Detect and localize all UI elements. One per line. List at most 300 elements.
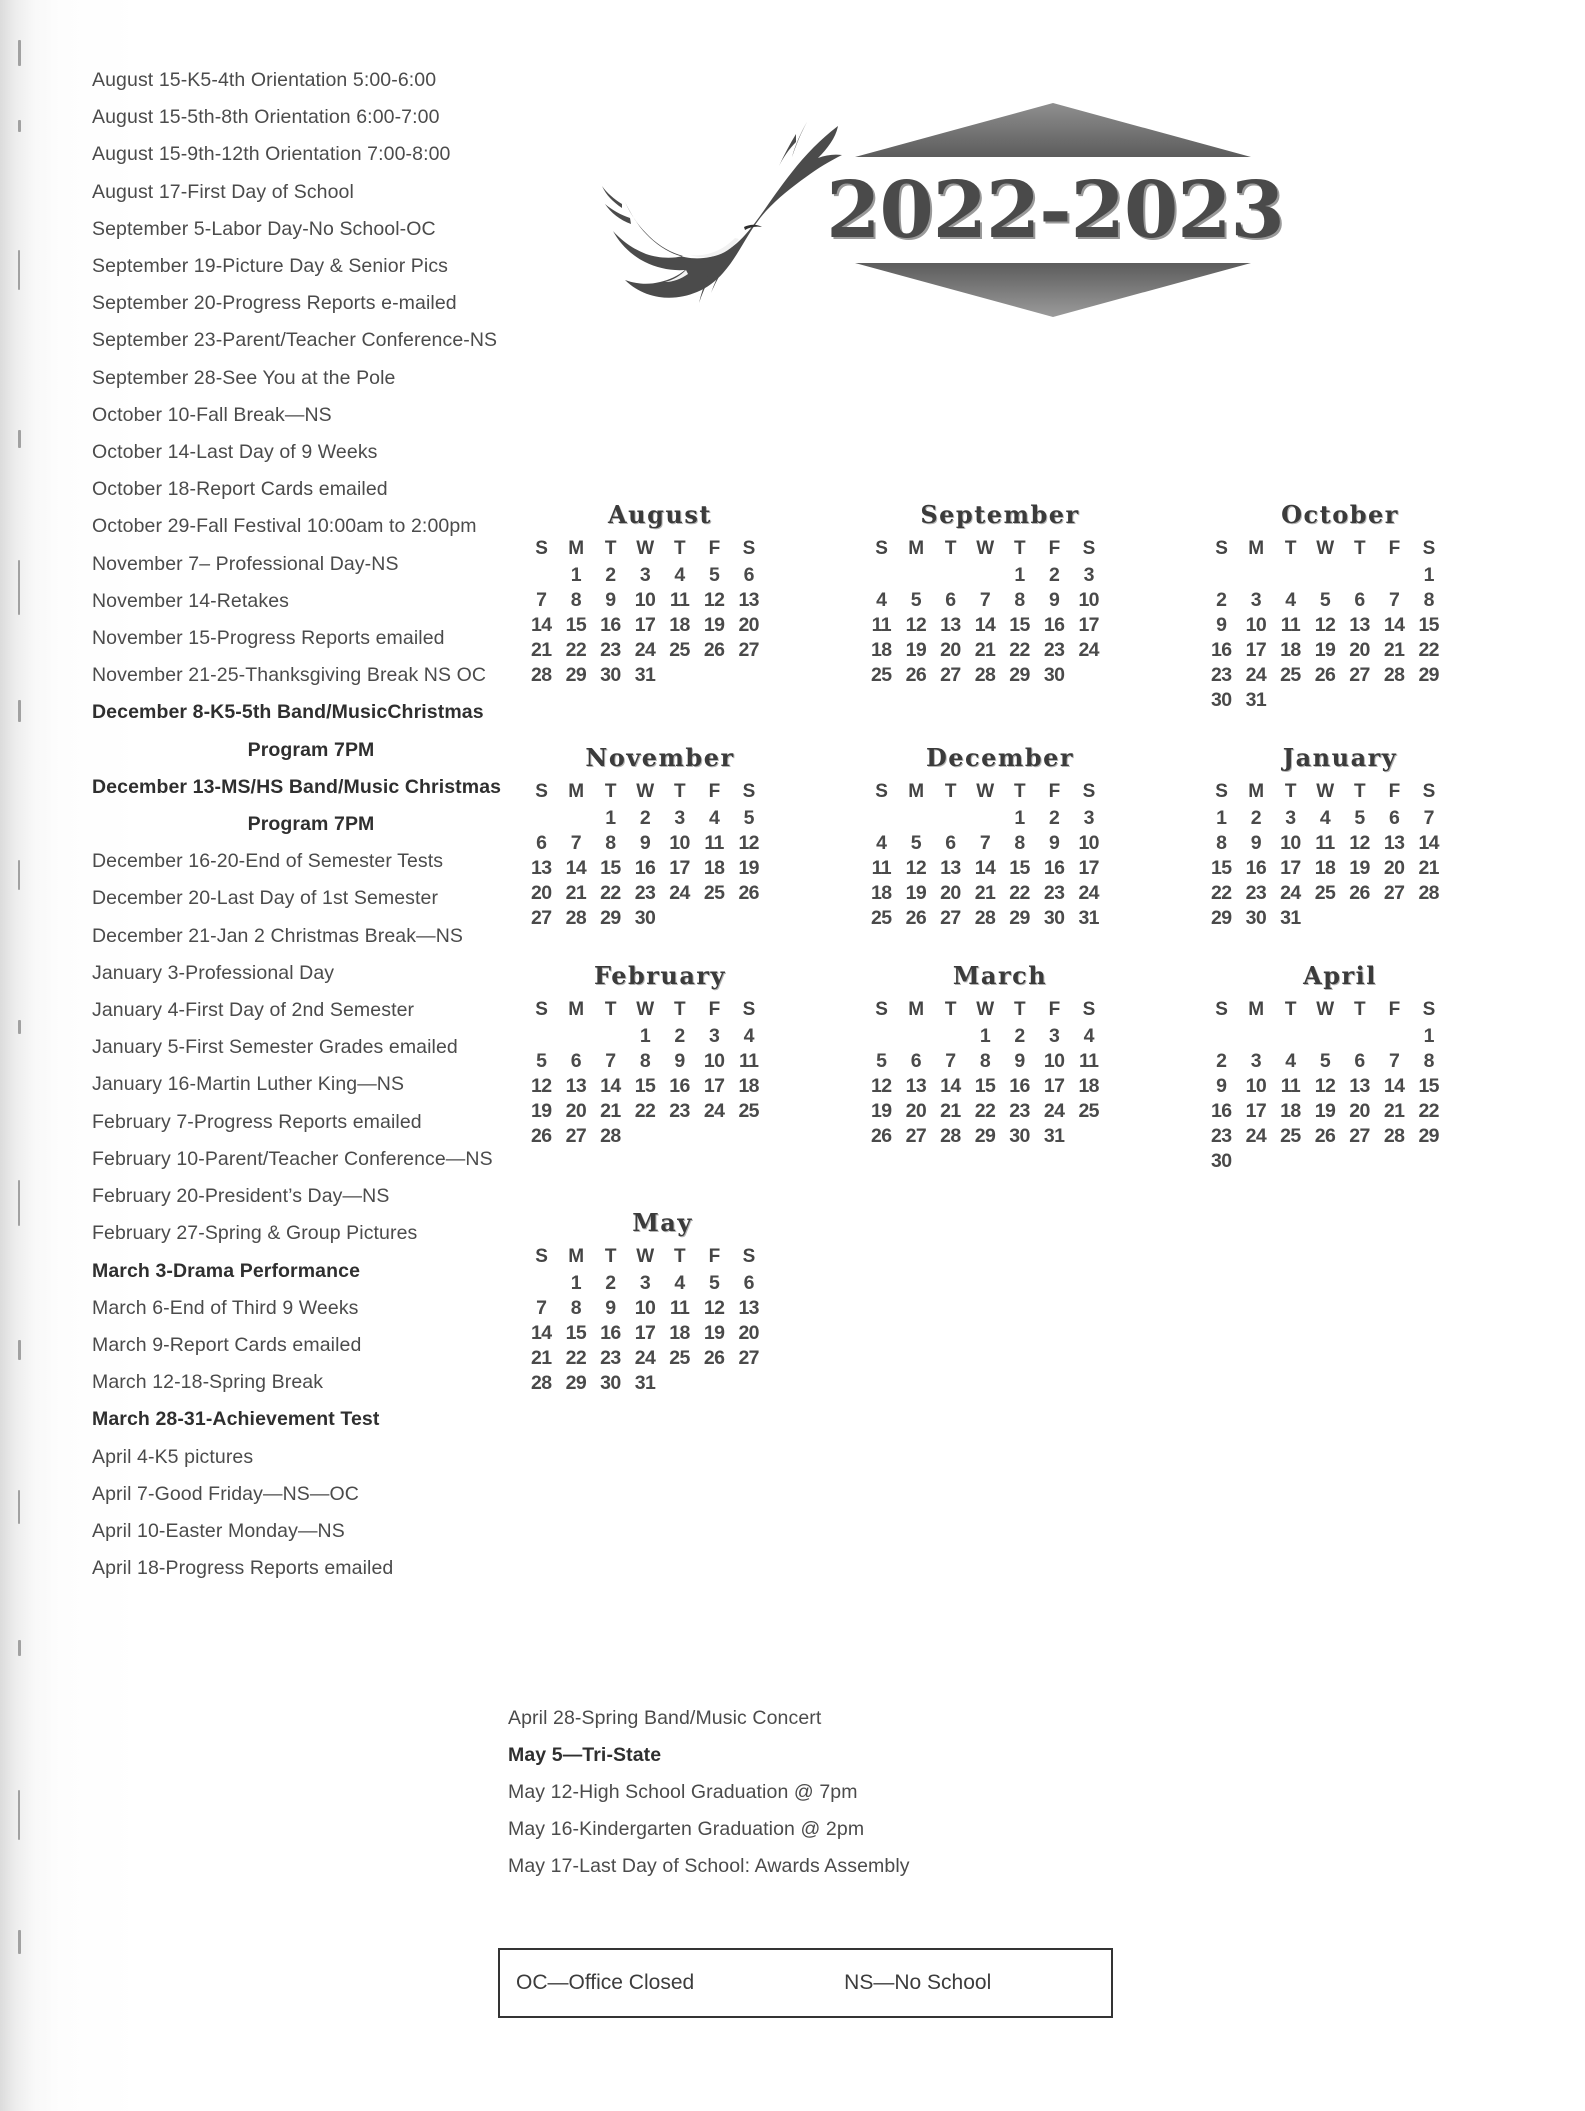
day-cell: 3	[1250, 1050, 1261, 1072]
day-cell: 30	[634, 907, 656, 929]
day-cell: 24	[1245, 1125, 1267, 1147]
day-cell: 24	[634, 1347, 656, 1369]
day-cell-empty	[662, 663, 697, 688]
weekday-label: T	[674, 999, 686, 1020]
weekday-label: S	[1422, 999, 1435, 1020]
day-cell: 4	[1319, 807, 1331, 829]
legend-oc: OC—Office Closed	[516, 1971, 695, 1994]
day-cell: 24	[703, 1100, 725, 1122]
day-cell: 22	[565, 1347, 587, 1369]
day-cell: 2	[1216, 1050, 1227, 1072]
day-cell: 10	[669, 832, 690, 854]
event-item: April 4-K5 pictures	[92, 1445, 254, 1468]
day-cell: 5	[708, 1272, 720, 1294]
day-cell-empty	[593, 1024, 628, 1049]
day-cell-empty	[968, 806, 1003, 831]
day-cell: 19	[738, 857, 759, 879]
weekday-label: S	[1422, 538, 1435, 559]
day-cell: 14	[974, 614, 996, 636]
day-cell: 27	[738, 1347, 759, 1369]
day-cell: 31	[1245, 689, 1267, 711]
weekday-label: T	[1014, 538, 1026, 559]
day-cell: 1	[605, 807, 616, 829]
day-cell-empty	[1411, 688, 1446, 713]
week-row	[864, 638, 1106, 663]
month-grid	[524, 996, 766, 1149]
day-cell: 19	[531, 1100, 552, 1122]
day-cell: 6	[570, 1050, 581, 1072]
event-item: April 7-Good Friday—NS—OC	[92, 1482, 359, 1505]
day-cell: 13	[738, 1297, 759, 1319]
day-cell: 15	[634, 1075, 656, 1097]
weekday-label: T	[604, 999, 616, 1020]
week-row	[864, 831, 1106, 856]
month-grid	[864, 778, 1106, 931]
event-item: December 21-Jan 2 Christmas Break—NS	[92, 924, 463, 947]
month-name: April	[1303, 961, 1377, 990]
day-cell: 31	[1280, 907, 1301, 929]
day-cell: 29	[565, 664, 587, 686]
day-cell: 23	[1009, 1100, 1030, 1122]
day-cell: 3	[1048, 1025, 1060, 1047]
month-name: November	[585, 743, 735, 772]
day-cell-empty	[1377, 688, 1412, 713]
day-cell: 29	[1418, 1125, 1439, 1147]
day-cell: 23	[1043, 882, 1065, 904]
day-cell: 1	[1423, 1025, 1434, 1047]
day-cell: 12	[871, 1075, 892, 1097]
day-cell: 21	[1383, 639, 1405, 661]
week-row	[1204, 831, 1446, 856]
day-cell-empty	[1308, 1149, 1343, 1174]
day-cell-empty	[697, 906, 732, 931]
day-cell: 26	[905, 664, 927, 686]
day-cell-empty	[1377, 1024, 1412, 1049]
day-cell: 8	[639, 1050, 651, 1072]
week-row	[864, 881, 1106, 906]
day-cell-empty	[662, 906, 697, 931]
week-row	[524, 831, 766, 856]
day-cell: 18	[669, 1322, 690, 1344]
event-item: March 6-End of Third 9 Weeks	[92, 1296, 359, 1319]
day-cell-empty	[1342, 1024, 1377, 1049]
day-cell: 30	[1211, 689, 1232, 711]
week-row	[864, 806, 1106, 831]
weekday-label: F	[1048, 538, 1060, 559]
day-cell: 23	[1211, 1125, 1232, 1147]
weekday-label: T	[1354, 538, 1366, 559]
day-cell: 10	[1078, 589, 1099, 611]
day-cell: 17	[1280, 857, 1301, 879]
day-cell: 6	[910, 1050, 921, 1072]
day-cell: 10	[634, 1297, 656, 1319]
day-cell: 20	[940, 639, 961, 661]
weekday-label: S	[1215, 781, 1228, 802]
day-cell: 5	[910, 832, 921, 854]
day-cell: 5	[536, 1050, 547, 1072]
day-cell: 10	[1078, 832, 1099, 854]
month-calendar-march	[860, 961, 1140, 1174]
day-cell: 31	[634, 664, 656, 686]
event-item: October 18-Report Cards emailed	[92, 478, 388, 501]
day-cell-empty	[1273, 1024, 1308, 1049]
weekday-label: S	[742, 1246, 755, 1267]
week-row	[1204, 638, 1446, 663]
week-row	[524, 856, 766, 881]
event-item: October 14-Last Day of 9 Weeks	[92, 441, 378, 464]
day-cell: 2	[605, 1272, 616, 1294]
day-cell: 26	[1349, 882, 1370, 904]
day-cell: 15	[565, 614, 587, 636]
week-row	[524, 1271, 766, 1296]
day-cell: 13	[565, 1075, 587, 1097]
day-cell: 18	[871, 882, 892, 904]
day-cell: 25	[703, 882, 725, 904]
day-cell: 27	[940, 664, 961, 686]
day-cell: 14	[1383, 614, 1405, 636]
day-cell: 6	[945, 832, 956, 854]
day-cell-empty	[1377, 563, 1412, 588]
day-cell: 6	[945, 589, 956, 611]
day-cell: 18	[871, 639, 892, 661]
day-cell: 15	[565, 1322, 587, 1344]
event-item: December 8-K5-5th Band/MusicChristmas	[92, 701, 484, 724]
day-cell: 11	[871, 857, 891, 879]
day-cell: 10	[703, 1050, 725, 1072]
weekday-header-row	[524, 996, 766, 1024]
event-item: August 15-9th-12th Orientation 7:00-8:00	[92, 143, 451, 166]
day-cell: 3	[1250, 589, 1261, 611]
day-cell: 12	[1349, 832, 1370, 854]
weekday-label: M	[568, 1246, 584, 1267]
event-item: April 10-Easter Monday—NS	[92, 1519, 345, 1542]
day-cell: 21	[531, 1347, 552, 1369]
day-cell: 6	[743, 1272, 754, 1294]
day-cell: 1	[639, 1025, 651, 1047]
day-cell: 18	[1078, 1075, 1099, 1097]
weekday-label: T	[674, 538, 686, 559]
day-cell: 4	[708, 807, 720, 829]
day-cell: 28	[1383, 664, 1405, 686]
day-cell: 19	[1349, 857, 1370, 879]
week-row	[864, 1049, 1106, 1074]
day-cell: 14	[940, 1075, 961, 1097]
weekday-label: M	[568, 999, 584, 1020]
day-cell: 29	[974, 1125, 996, 1147]
weekday-label: W	[976, 538, 994, 559]
day-cell-empty	[1377, 906, 1412, 931]
day-cell: 20	[940, 882, 961, 904]
day-cell: 29	[565, 1372, 587, 1394]
event-item: November 7– Professional Day-NS	[92, 552, 399, 575]
day-cell: 8	[605, 832, 616, 854]
scan-artifacts	[18, 0, 40, 2111]
weekday-label: W	[636, 538, 654, 559]
day-cell: 18	[703, 857, 725, 879]
event-item: February 7-Progress Reports emailed	[92, 1110, 422, 1133]
weekday-label: F	[708, 781, 720, 802]
day-cell-empty	[1342, 688, 1377, 713]
week-row	[524, 1124, 766, 1149]
day-cell: 17	[1078, 857, 1099, 879]
day-cell: 30	[1043, 664, 1065, 686]
day-cell: 28	[531, 664, 552, 686]
event-item: February 10-Parent/Teacher Conference—NS	[92, 1147, 493, 1170]
day-cell: 21	[531, 639, 552, 661]
day-cell: 15	[1009, 614, 1030, 636]
weekday-label: W	[976, 781, 994, 802]
day-cell-empty	[864, 563, 899, 588]
day-cell: 23	[634, 882, 656, 904]
month-grid	[1204, 535, 1446, 713]
day-cell: 30	[600, 1372, 621, 1394]
day-cell: 2	[1250, 807, 1261, 829]
day-cell-empty	[933, 563, 968, 588]
day-cell: 27	[1349, 1125, 1370, 1147]
day-cell: 5	[1319, 589, 1331, 611]
day-cell-empty	[697, 663, 732, 688]
week-row	[1204, 663, 1446, 688]
weekday-label: S	[1422, 781, 1435, 802]
day-cell: 7	[1388, 589, 1400, 611]
day-cell: 14	[974, 857, 996, 879]
month-calendar-august	[520, 500, 800, 713]
day-cell: 17	[1043, 1075, 1065, 1097]
weekday-label: S	[1082, 781, 1095, 802]
event-item: September 20-Progress Reports e-mailed	[92, 292, 457, 315]
day-cell-empty	[628, 1124, 663, 1149]
weekday-label: M	[908, 781, 924, 802]
day-cell: 18	[669, 614, 690, 636]
day-cell-empty	[1204, 563, 1239, 588]
week-row	[1204, 806, 1446, 831]
day-cell: 22	[1418, 639, 1439, 661]
day-cell: 26	[531, 1125, 552, 1147]
weekday-label: M	[568, 781, 584, 802]
event-item: January 5-First Semester Grades emailed	[92, 1036, 458, 1059]
weekday-label: M	[908, 999, 924, 1020]
day-cell: 21	[600, 1100, 621, 1122]
day-cell: 9	[674, 1050, 685, 1072]
day-cell: 23	[1245, 882, 1267, 904]
day-cell: 3	[1285, 807, 1296, 829]
day-cell: 11	[1078, 1050, 1099, 1072]
day-cell: 7	[979, 589, 991, 611]
week-row	[1204, 1024, 1446, 1049]
day-cell: 16	[1245, 857, 1267, 879]
week-row	[864, 1074, 1106, 1099]
weekday-label: T	[674, 1246, 686, 1267]
day-cell: 23	[669, 1100, 690, 1122]
week-row	[524, 1024, 766, 1049]
day-cell: 4	[1083, 1025, 1094, 1047]
day-cell: 31	[634, 1372, 656, 1394]
day-cell: 16	[634, 857, 656, 879]
day-cell: 19	[703, 1322, 725, 1344]
day-cell: 12	[703, 589, 725, 611]
day-cell: 19	[1314, 1100, 1336, 1122]
day-cell-empty	[1273, 563, 1308, 588]
day-cell: 3	[639, 1272, 651, 1294]
month-calendar-december	[860, 743, 1140, 931]
day-cell: 7	[570, 832, 581, 854]
day-cell: 9	[1048, 832, 1060, 854]
day-cell: 16	[669, 1075, 690, 1097]
month-calendar-october	[1200, 500, 1480, 713]
day-cell: 25	[871, 907, 892, 929]
day-cell: 20	[1383, 857, 1405, 879]
month-grid	[864, 996, 1106, 1149]
day-cell: 8	[1014, 832, 1025, 854]
week-row	[524, 638, 766, 663]
day-cell: 15	[1009, 857, 1030, 879]
day-cell: 19	[703, 614, 725, 636]
week-row	[524, 1296, 766, 1321]
day-cell: 9	[1216, 1075, 1227, 1097]
day-cell: 2	[1048, 807, 1060, 829]
month-name: January	[1282, 743, 1398, 772]
day-cell: 28	[565, 907, 587, 929]
day-cell: 13	[1383, 832, 1405, 854]
event-item: August 17-First Day of School	[92, 180, 354, 203]
day-cell-empty	[697, 1371, 732, 1396]
day-cell-empty	[731, 1124, 766, 1149]
week-row	[1204, 856, 1446, 881]
day-cell-empty	[1308, 563, 1343, 588]
month-name: February	[593, 961, 726, 990]
day-cell: 21	[974, 639, 996, 661]
day-cell: 1	[979, 1025, 991, 1047]
weekday-label: F	[1048, 781, 1060, 802]
weekday-label: T	[604, 1246, 616, 1267]
day-cell-empty	[697, 1124, 732, 1149]
day-cell: 4	[1285, 1050, 1296, 1072]
day-cell: 20	[905, 1100, 927, 1122]
week-row	[1204, 906, 1446, 931]
day-cell: 3	[708, 1025, 720, 1047]
week-row	[524, 1049, 766, 1074]
day-cell-empty	[1411, 1149, 1446, 1174]
day-cell: 25	[1280, 664, 1301, 686]
day-cell: 25	[738, 1100, 759, 1122]
month-grid	[524, 1243, 766, 1396]
day-cell: 27	[1383, 882, 1405, 904]
day-cell: 11	[871, 614, 891, 636]
weekday-label: F	[1048, 999, 1060, 1020]
day-cell: 19	[905, 882, 927, 904]
day-cell: 18	[738, 1075, 759, 1097]
day-cell: 2	[639, 807, 651, 829]
day-cell: 6	[536, 832, 547, 854]
month-name: December	[925, 743, 1075, 772]
day-cell: 26	[1314, 1125, 1336, 1147]
weekday-label: S	[1082, 538, 1095, 559]
day-cell: 5	[743, 807, 754, 829]
week-row	[864, 613, 1106, 638]
day-cell: 23	[600, 1347, 621, 1369]
day-cell: 27	[905, 1125, 927, 1147]
weekday-label: W	[636, 781, 654, 802]
day-cell: 20	[738, 614, 759, 636]
day-cell: 16	[600, 1322, 621, 1344]
day-cell-empty	[1308, 688, 1343, 713]
weekday-label: F	[708, 538, 720, 559]
weekday-label: S	[1215, 538, 1228, 559]
event-item: January 4-First Day of 2nd Semester	[92, 999, 415, 1022]
weekday-header-row	[864, 535, 1106, 563]
weekday-label: S	[1215, 999, 1228, 1020]
weekday-label: T	[1284, 538, 1296, 559]
day-cell: 6	[1354, 589, 1365, 611]
event-item: September 5-Labor Day-No School-OC	[92, 217, 436, 240]
year-title-block	[825, 95, 1295, 325]
month-name: September	[920, 500, 1080, 529]
day-cell-empty	[899, 806, 934, 831]
month-calendar-january	[1200, 743, 1480, 931]
day-cell: 11	[738, 1050, 759, 1072]
weekday-label: S	[742, 999, 755, 1020]
weekday-label: F	[1388, 538, 1400, 559]
event-item: February 20-President’s Day—NS	[92, 1185, 390, 1208]
day-cell: 5	[876, 1050, 887, 1072]
day-cell: 11	[1315, 832, 1335, 854]
weekday-label: S	[535, 1246, 548, 1267]
event-item: November 21-25-Thanksgiving Break NS OC	[92, 664, 487, 687]
month-calendar-february	[520, 961, 800, 1174]
day-cell: 1	[570, 1272, 581, 1294]
day-cell: 1	[570, 564, 581, 586]
day-cell-empty	[1342, 906, 1377, 931]
day-cell: 11	[704, 832, 724, 854]
day-cell: 8	[979, 1050, 991, 1072]
day-cell: 4	[876, 589, 887, 611]
weekday-label: F	[708, 1246, 720, 1267]
day-cell: 9	[1014, 1050, 1025, 1072]
event-item: May 12-High School Graduation @ 7pm	[508, 1781, 858, 1803]
weekday-label: W	[636, 1246, 654, 1267]
day-cell-empty	[1239, 1149, 1274, 1174]
day-cell-empty	[1273, 1149, 1308, 1174]
week-row	[524, 613, 766, 638]
week-row	[524, 1371, 766, 1396]
month-name: August	[608, 500, 712, 529]
day-cell: 9	[639, 832, 651, 854]
day-cell-empty	[1342, 1149, 1377, 1174]
weekday-label: F	[708, 999, 720, 1020]
week-row	[1204, 1149, 1446, 1174]
day-cell-empty	[1377, 1149, 1412, 1174]
day-cell: 8	[570, 589, 581, 611]
event-item: May 5—Tri-State	[508, 1744, 662, 1766]
day-cell: 18	[1314, 857, 1336, 879]
week-row	[524, 1346, 766, 1371]
day-cell: 11	[669, 1297, 690, 1319]
day-cell: 2	[1048, 564, 1060, 586]
month-grid	[1204, 778, 1446, 931]
eagle-logo	[600, 120, 850, 310]
day-cell: 6	[1388, 807, 1400, 829]
event-item: November 15-Progress Reports emailed	[92, 627, 445, 650]
day-cell: 22	[1418, 1100, 1439, 1122]
day-cell: 9	[1048, 589, 1060, 611]
event-item: August 15-K5-4th Orientation 5:00-6:00	[92, 69, 437, 91]
day-cell: 10	[1043, 1050, 1065, 1072]
day-cell: 22	[974, 1100, 996, 1122]
day-cell: 23	[1211, 664, 1232, 686]
day-cell: 26	[738, 882, 759, 904]
document-header	[600, 95, 1284, 335]
day-cell: 17	[634, 1322, 656, 1344]
